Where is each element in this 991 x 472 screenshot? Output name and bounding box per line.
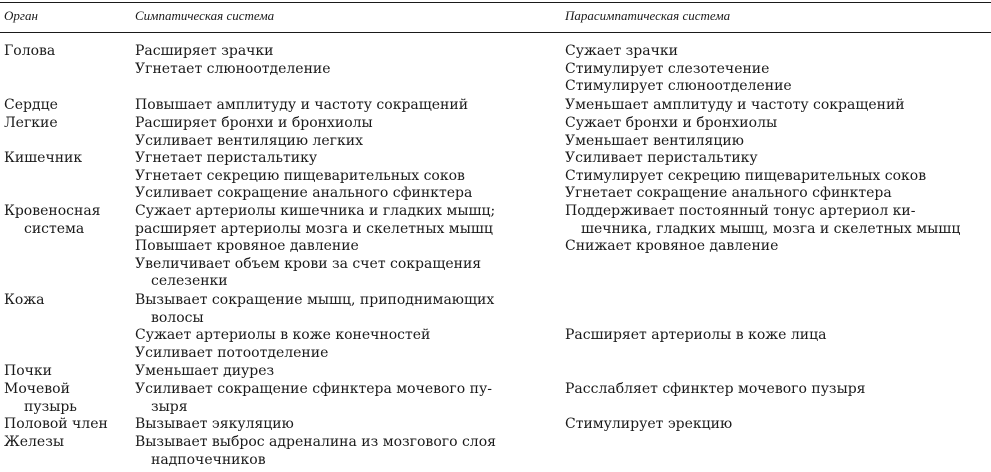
- effect-line: надпочечников: [151, 451, 266, 468]
- organ-line: Кишечник: [4, 150, 83, 166]
- effect-line: Сужает артериолы кишечника и гладких мышц;: [135, 203, 496, 219]
- parasympathetic-cell: [565, 43, 792, 96]
- effect-line: Расширяет бронхи и бронхиолы: [135, 115, 373, 131]
- organ-cell: [4, 115, 58, 133]
- organ-cell: [4, 203, 101, 238]
- parasympathetic-cell: [565, 416, 732, 434]
- parasympathetic-cell: [565, 381, 866, 399]
- sympathetic-cell: [135, 97, 468, 115]
- organ-cell: [4, 434, 64, 452]
- header-rule: [0, 32, 991, 33]
- effect-line: Угнетает перистальтику: [135, 150, 318, 166]
- effect-line: селезенки: [151, 273, 228, 290]
- effect-line: Повышает амплитуду и частоту сокращений: [135, 97, 469, 113]
- effect-line: Сужает артериолы в коже конечностей: [135, 327, 431, 344]
- effect-line: Повышает кровяное давление: [135, 238, 359, 255]
- effect-line: расширяет артериолы мозга и скелетных мышц: [135, 220, 493, 237]
- effect-line: Стимулирует эрекцию: [565, 416, 733, 432]
- organ-cell: [4, 381, 77, 416]
- header-organ: Орган: [4, 8, 38, 23]
- effect-line: Увеличивает объем крови за счет сокращения: [135, 255, 482, 272]
- organ-line: Железы: [4, 434, 64, 450]
- effect-line: Снижает кровяное давление: [565, 238, 779, 255]
- organ-line: Сердце: [4, 97, 58, 113]
- top-rule: [0, 2, 991, 3]
- sympathetic-cell: [135, 43, 331, 78]
- effect-line: Угнетает секрецию пищеварительных соков: [135, 167, 465, 184]
- header-parasympathetic: Парасимпатическая система: [565, 8, 731, 23]
- parasympathetic-cell: [565, 327, 826, 345]
- effect-line: Усиливает вентиляцию легких: [135, 132, 363, 149]
- organ-cell: [4, 292, 45, 310]
- organ-cell: [4, 150, 82, 168]
- effect-line: Сужает бронхи и бронхиолы: [565, 115, 778, 131]
- effect-line: Усиливает потоотделение: [135, 344, 329, 361]
- effect-line: Расширяет артериолы в коже лица: [565, 327, 827, 343]
- header-sympathetic: Симпатическая система: [135, 8, 275, 23]
- effect-line: Вызывает сокращение мышц, приподнимающих: [135, 292, 495, 308]
- sympathetic-cell: [135, 203, 495, 291]
- sympathetic-cell: [135, 150, 472, 203]
- sympathetic-cell: [135, 292, 494, 362]
- effect-line: Расслабляет сфинктер мочевого пузыря: [565, 381, 866, 397]
- effect-line: Усиливает перистальтику: [565, 150, 758, 166]
- sympathetic-cell: [135, 434, 496, 469]
- organ-cell: [4, 43, 55, 61]
- effect-line: Поддерживает постоянный тонус артериол ки-: [565, 203, 916, 219]
- effect-line: зыря: [151, 398, 188, 415]
- organ-line: система: [24, 220, 85, 237]
- sympathetic-cell: [135, 115, 373, 150]
- sympathetic-cell: [135, 381, 492, 416]
- parasympathetic-cell: [565, 115, 777, 150]
- organ-cell: [4, 97, 58, 115]
- effect-line: волосы: [151, 309, 204, 326]
- effect-line: Уменьшает вентиляцию: [565, 132, 744, 149]
- organ-line: пузырь: [24, 398, 77, 415]
- organ-line: Половой член: [4, 416, 108, 432]
- effect-line: Усиливает сокращение анального сфинктера: [135, 185, 473, 202]
- effect-line: Стимулирует секрецию пищеварительных соков: [565, 167, 927, 184]
- effect-line: Расширяет зрачки: [135, 43, 274, 59]
- effect-line: Угнетает слюноотделение: [135, 60, 331, 77]
- effect-line: Вызывает выброс адреналина из мозгового слоя: [135, 434, 496, 450]
- effect-line: шечника, гладких мышц, мозга и скелетных мышц: [581, 220, 961, 237]
- organ-line: Кровеносная: [4, 203, 101, 219]
- parasympathetic-cell: [565, 203, 960, 256]
- organ-line: Почки: [4, 363, 52, 379]
- organ-line: Легкие: [4, 115, 58, 131]
- effect-line: Стимулирует слюноотделение: [565, 78, 792, 95]
- organ-cell: [4, 363, 52, 381]
- effect-line: Уменьшает амплитуду и частоту сокращений: [565, 97, 905, 113]
- effect-line: Стимулирует слезотечение: [565, 60, 770, 77]
- effect-line: Угнетает сокращение анального сфинктера: [565, 185, 892, 202]
- sympathetic-cell: [135, 416, 294, 434]
- effect-line: Уменьшает диурез: [135, 363, 275, 379]
- organ-cell: [4, 416, 108, 434]
- effect-line: Сужает зрачки: [565, 43, 678, 59]
- organ-line: Мочевой: [4, 381, 70, 397]
- organ-line: Голова: [4, 43, 56, 59]
- effect-line: Вызывает эякуляцию: [135, 416, 294, 432]
- parasympathetic-cell: [565, 150, 926, 203]
- effect-line: Усиливает сокращение сфинктера мочевого пу-: [135, 381, 492, 397]
- parasympathetic-cell: [565, 97, 905, 115]
- sympathetic-cell: [135, 363, 274, 381]
- organ-line: Кожа: [4, 292, 45, 308]
